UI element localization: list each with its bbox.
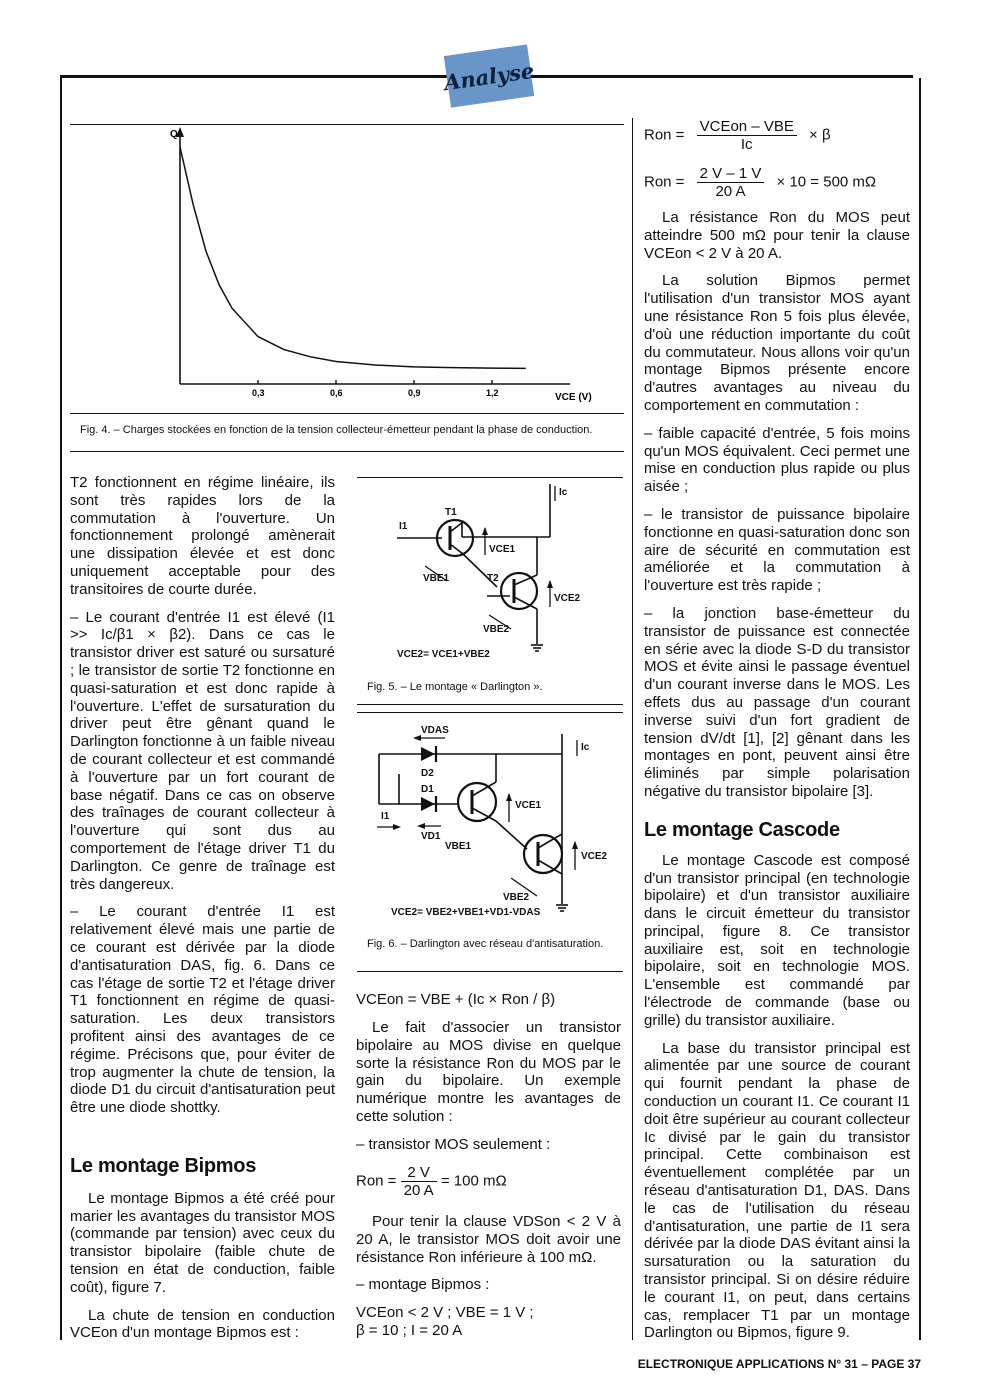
fig4-x-tick-label: 0,9 [408, 388, 421, 398]
fig4-x-tick-label: 1,2 [486, 388, 499, 398]
fig5-diagram [357, 479, 623, 674]
fig6-t1-transistor-icon [458, 783, 496, 821]
left-paragraph-5: La chute de tension en conduction VCEon d'un montage Bipmos est : [70, 1306, 335, 1342]
right-paragraph-2: La solution Bipmos permet l'utilisation d'un transistor MOS ayant une résistance Ron 5 fois plus élevée, d'où une réduction importante du coût du commutateur. Nous allons voir qu'un montage Bipmos présente encore d'autres avantages au niveau du comportement en commutation : [644, 272, 910, 414]
d1-diode-icon [421, 797, 435, 811]
fig6-diagram [357, 714, 623, 929]
fig6-t2-transistor-icon [524, 835, 562, 873]
fig6-vce1-label: VCE1 [515, 800, 542, 811]
right-paragraph-1: La résistance Ron du MOS peut atteindre 500 mΩ pour tenir la clause VCEon < 2 V à 20 A. [644, 209, 910, 262]
fig6-i1-label: I1 [381, 811, 390, 822]
right-column-separator [632, 118, 633, 1340]
fig5-ic-label: Ic [559, 487, 568, 498]
fig4-y-label: Q [170, 129, 178, 140]
fig5-bottom-rule [357, 704, 623, 705]
fig4-x-label: VCE (V) [555, 392, 592, 403]
fig6-vdas-label: VDAS [421, 725, 449, 736]
section-heading-cascode: Le montage Cascode [644, 818, 840, 841]
equation-ron-bipmos: Ron = $\frac{2 V - 1 V}{20 A}$ × 10 = 500 mΩ [644, 165, 877, 200]
fig5-top-rule [357, 477, 623, 478]
right-paragraph-4: – le transistor de puissance bipolaire fonctionne en quasi-saturation donc son aire de sécurité en commutation est améliorée et la commutation à l'ouverture est très rapide ; [644, 505, 911, 595]
middle-column [356, 1019, 621, 1154]
fig4-x-tick-label: 0,6 [330, 388, 343, 398]
t2-transistor-icon [501, 573, 537, 609]
equation-vceon: VCEon = VBE + (Ic × Ron / β) [356, 991, 556, 1008]
right-page-border [919, 78, 921, 1340]
right-paragraph-7: La base du transistor principal est alimentée par une source de courant qui fournit pendant la phase de conduction un courant I1. Ce courant I1 doit être supérieur au courant collecteur Ic divisé par le gain du transistor principal. Cette combinaison est éventuellement complétée par un réseau d'antisaturation D1, DAS. Dans le cas de l'utilisation du réseau d'antisaturation, une partie de I1 sera dérivée par la diode DAS évitant ainsi la sursaturation ou la saturation du transistor principal. Si on désire réduire le courant I1, on peut, dans certains cas, remplacer T1 par un montage Darlington ou Bipmos, figure 9. [644, 1039, 910, 1342]
fig4-curve [180, 147, 526, 368]
middle-item-mos: – transistor MOS seulement : [356, 1135, 551, 1153]
fig6-equation: VCE2= VBE2+VBE1+VD1-VDAS [391, 907, 541, 918]
fig4-x-tick-label: 0,3 [252, 388, 265, 398]
fig4-mid-rule [70, 413, 624, 414]
fig6-bottom-rule [357, 971, 623, 972]
fig6-ic-label: Ic [581, 742, 590, 753]
d2-diode-icon [421, 747, 435, 761]
middle-paragraph-2: Pour tenir la clause VDSon < 2 V à 20 A, le transistor MOS doit avoir une résistance Ron inférieure à 100 mΩ. [356, 1213, 621, 1266]
fig6-caption: Fig. 6. – Darlington avec réseau d'antisaturation. [367, 938, 604, 950]
fig4-chart [70, 125, 624, 415]
fig4-caption: Fig. 4. – Charges stockées en fonction de la tension collecteur-émetteur pendant la phase de conduction. [80, 424, 593, 436]
analyse-badge-text: Analyse [442, 57, 536, 95]
left-column [70, 474, 335, 1342]
analyse-badge [444, 44, 534, 107]
equation-ron-mos: Ron = $\frac{2 V}{20 A}$ = 100 mΩ [356, 1164, 507, 1199]
fig6-top-rule [357, 712, 623, 713]
t1-transistor-icon [437, 520, 473, 556]
right-paragraph-6: Le montage Cascode est composé d'un transistor principal (en technologie bipolaire) et d'un transistor auxiliaire dans le circuit émetteur du transistor principal, figure 8. Ce transistor auxiliaire est, soit en technologie bipolaire, soit en technologie MOS. L'ensemble est commandé par l'électrode de commande (base ou grille) du transistor auxiliaire. [644, 851, 910, 1029]
left-paragraph-1: T2 fonctionnent en régime linéaire, ils sont très rapides lors de la commutation à l'ouverture. Un fonctionnement prolongé amènerait une dissipation élevée et est donc uniquement acceptable pour des transitoires de courte durée. [70, 474, 335, 598]
fig6-ground-icon [556, 905, 568, 911]
fig6-vbe1-label: VBE1 [445, 841, 472, 852]
page-footer: ELECTRONIQUE APPLICATIONS N° 31 – PAGE 37 [637, 1357, 921, 1371]
fig5-t1-label: T1 [445, 507, 457, 518]
equation-ron-general: Ron = $\frac{\text{VCEon – VBE}}{Ic}$ × β [644, 118, 831, 153]
fig6-d2-label: D2 [421, 768, 434, 779]
fig5-vce1-label: VCE1 [489, 544, 516, 555]
fig6-vd1-label: VD1 [421, 831, 441, 842]
left-paragraph-2: – Le courant d'entrée I1 est élevé (I1 >> Ic/β1 × β2). Dans ce cas le transistor driver est saturé ou sursaturé ; le transistor de sortie T2 fonctionne en quasi-saturation et est donc rapide à l'ouverture. L'effet de sursaturation du driver peut être gênant quand le Darlington fonctionne à un faible niveau de courant collecteur et est commandé à l'ouverture par un fort courant de base négatif. Dans ce cas on observe des traînages de courant collecteur à l'ouverture qui sont dus au comportement de l'étage driver T1 du Darlington. Ce genre de traînage est très dangereux. [70, 608, 335, 893]
right-column [644, 209, 910, 1342]
ground-icon [531, 645, 543, 651]
left-paragraph-3: – Le courant d'entrée I1 est relativement élevé mais une partie de ce courant est dérivée par la diode d'antisaturation DAS, fig. 6. Dans ce cas l'étage de sortie T2 et l'étage driver T1 fonctionnent en régime de quasi-saturation. Les deux transistors profitent ainsi des avantages de ce régime. Précisons que, pour éviter de trop augmenter la chute de tension, la diode D1 du circuit d'antisaturation peut être une diode shottky. [70, 903, 335, 1117]
middle-conditions-2: β = 10 ; I = 20 A [356, 1321, 463, 1339]
fig5-i1-label: I1 [399, 521, 408, 532]
fig6-d1-label: D1 [421, 784, 434, 795]
fig5-equation: VCE2= VCE1+VBE2 [397, 649, 490, 660]
fig4-bottom-rule [70, 451, 624, 452]
section-heading-bipmos: Le montage Bipmos [70, 1154, 257, 1177]
middle-paragraph-1: Le fait d'associer un transistor bipolaire au MOS divise en quelque sorte la résistance Ron du MOS par le gain du bipolaire. Un exemple numérique montre les avantages de cette solution : [356, 1019, 621, 1125]
fig5-vce2-label: VCE2 [554, 593, 581, 604]
right-paragraph-5: – la jonction base-émetteur du transistor de puissance est connectée en série avec la diode S-D du transistor MOS et évite ainsi le passage éventuel d'un courant inverse dans le MOS. Les effets dus au passage d'un courant inverse suivi d'un fort gradient de tension dV/dt [1], [2] gênant dans les montages en pont, peuvent ainsi être éliminés par simple polarisation négative du transistor bipolaire [3]. [644, 604, 910, 800]
middle-item-bipmos: – montage Bipmos : [356, 1276, 490, 1294]
fig5-vbe2-label: VBE2 [483, 624, 510, 635]
fig5-caption: Fig. 5. – Le montage « Darlington ». [367, 681, 543, 693]
fig6-vbe2-label: VBE2 [503, 892, 530, 903]
middle-conditions-1: VCEon < 2 V ; VBE = 1 V ; [356, 1304, 534, 1322]
left-page-border [60, 75, 62, 1340]
fig5-t2-label: T2 [487, 573, 499, 584]
fig6-vce2-label: VCE2 [581, 851, 608, 862]
fig5-vbe1-label: VBE1 [423, 573, 450, 584]
right-paragraph-3: – faible capacité d'entrée, 5 fois moins qu'un MOS équivalent. Ceci permet une mise en conduction plus rapide ou plus aisée ; [644, 424, 910, 496]
middle-column-lower [356, 1213, 621, 1340]
left-paragraph-4: Le montage Bipmos a été créé pour marier les avantages du transistor MOS (commande par tension) avec ceux du transistor bipolaire (faible chute de tension en état de conduction, faible coût), figure 7. [70, 1189, 335, 1296]
